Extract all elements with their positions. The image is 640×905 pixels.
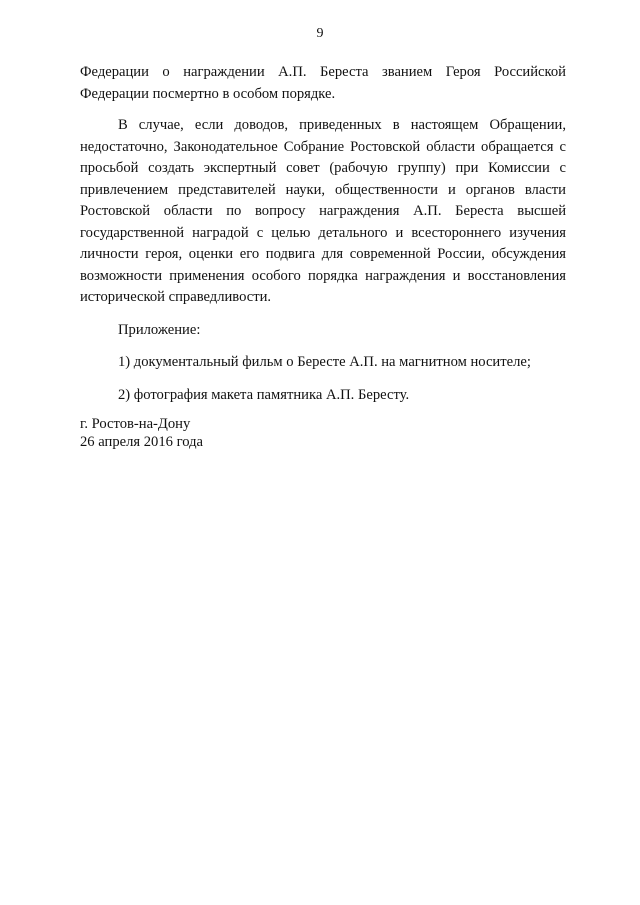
continuation-paragraph: Федерации о награждении А.П. Береста званием Героя Российской Федерации посмертно в особом порядке. bbox=[80, 64, 566, 102]
signature-place: г. Ростов-на-Дону bbox=[80, 416, 191, 432]
appendix-title: Приложение: bbox=[118, 321, 201, 338]
main-paragraph: В случае, если доводов, приведенных в настоящем Обращении, недостаточно, Законодательное Собрание Ростовской области обращается с просьбой создать экспертный совет (рабочую группу) при Комиссии с привлечением представителей науки, общественности и органов власти Ростовской области по вопросу награждения А.П. Береста высшей государственной наградой с целью детального и всестороннего изучения личности героя, оценки его подвига для современной России, обсуждения возможности применения особого порядка награждения и восстановления исторической справедливости. bbox=[80, 117, 566, 305]
appendix-item-2: 2) фотография макета памятника А.П. Бересту. bbox=[118, 386, 410, 403]
document-body bbox=[80, 62, 566, 406]
signature-block bbox=[80, 415, 203, 451]
appendix-item-1: 1) документальный фильм о Бересте А.П. на магнитном носителе; bbox=[118, 354, 531, 370]
page-number: 9 bbox=[316, 26, 324, 41]
signature-date: 26 апреля 2016 года bbox=[80, 434, 203, 450]
